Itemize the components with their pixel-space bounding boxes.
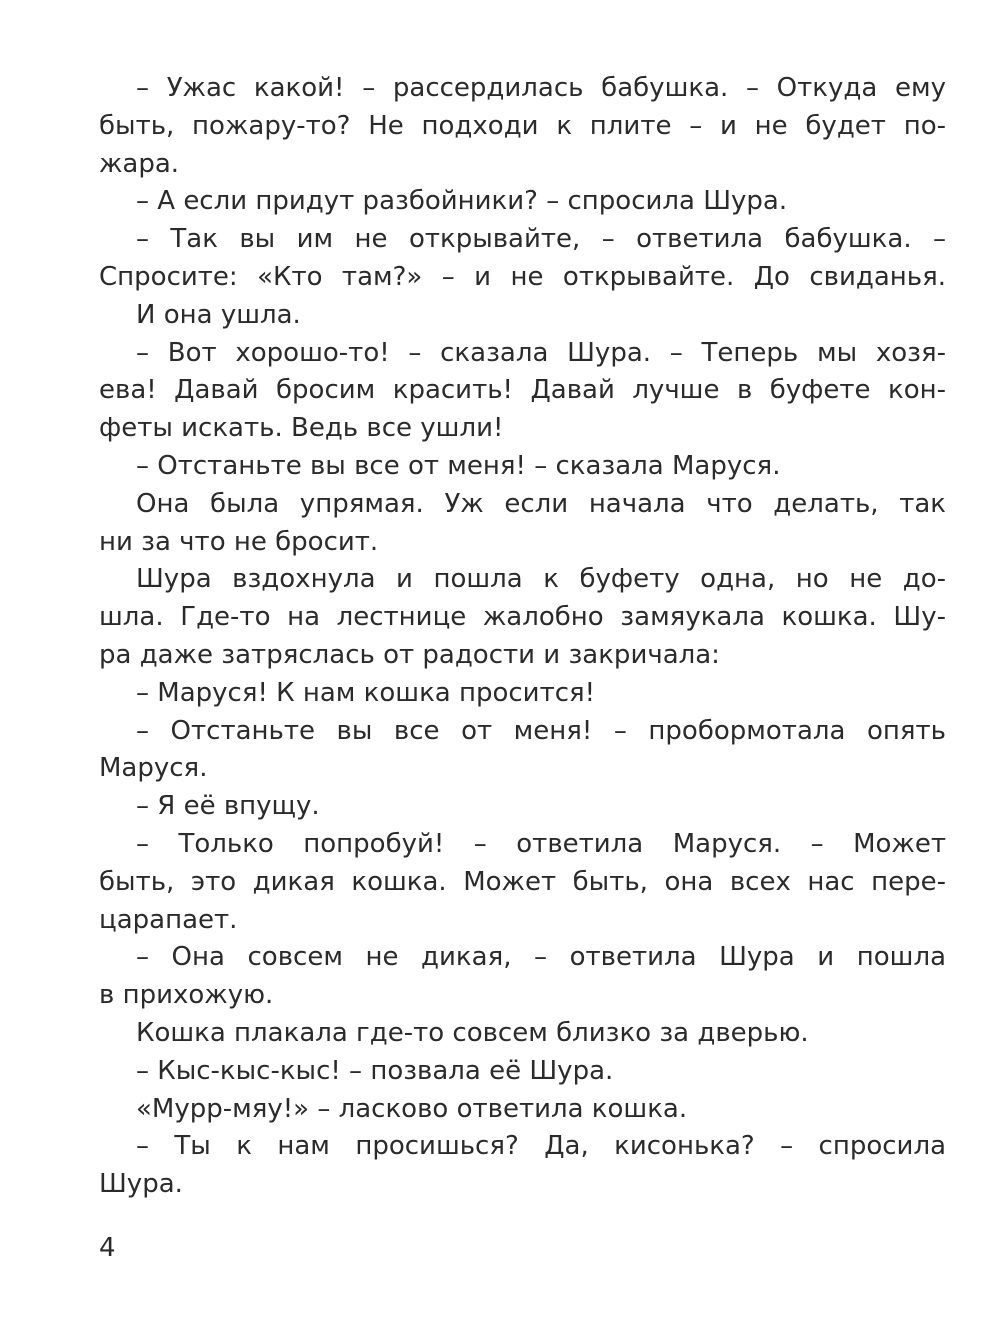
text-line: феты искать. Ведь все ушли! — [99, 413, 504, 444]
text-line: – Маруся! К нам кошка просится! — [136, 677, 596, 708]
text-line: – Так вы им не открывайте, – ответила бабушка. – — [136, 224, 946, 255]
text-line: «Мурр-мяу!» – ласково ответила кошка. — [136, 1093, 688, 1124]
text-line: – Только попробуй! – ответила Маруся. – Может — [136, 828, 946, 859]
text-line: шла. Где-то на лестнице жалобно замяукала кошка. Шу- — [99, 602, 946, 633]
text-line: – Отстаньте вы все от меня! – сказала Маруся. — [136, 450, 781, 481]
text-line: в прихожую. — [99, 980, 274, 1011]
text-line: – Вот хорошо-то! – сказала Шура. – Теперь мы хозя- — [136, 337, 946, 368]
text-line: Маруся. — [99, 753, 208, 784]
page-number: 4 — [99, 1233, 116, 1263]
text-line: быть, пожару-то? Не подходи к плите – и не будет по- — [99, 110, 946, 141]
text-line: ра даже затряслась от радости и закричала: — [99, 639, 720, 670]
text-line: – А если придут разбойники? – спросила Шура. — [136, 186, 788, 217]
text-line: ни за что не бросит. — [99, 526, 379, 557]
text-line: Спросите: «Кто там?» – и не открывайте. До свиданья. — [99, 261, 946, 292]
text-line: – Я её впущу. — [136, 791, 320, 822]
text-line: – Ужас какой! – рассердилась бабушка. – Откуда ему — [136, 73, 946, 103]
text-line: – Кыс-кыс-кыс! – позвала её Шура. — [136, 1055, 614, 1086]
text-line: И она ушла. — [136, 299, 301, 330]
text-line: царапает. — [99, 904, 238, 935]
text-line: Шура вздохнула и пошла к буфету одна, но не до- — [136, 564, 946, 595]
text-line: – Отстаньте вы все от меня! – пробормотала опять — [136, 715, 946, 746]
text-line: жара. — [99, 148, 180, 179]
text-line: Она была упрямая. Уж если начала что делать, так — [136, 488, 946, 519]
text-line: Шура. — [99, 1169, 183, 1200]
text-line: Кошка плакала где-то совсем близко за дверью. — [136, 1017, 809, 1048]
text-line: ева! Давай бросим красить! Давай лучше в буфете кон- — [99, 375, 946, 406]
text-line: – Она совсем не дикая, – ответила Шура и пошла — [136, 942, 946, 973]
text-line: быть, это дикая кошка. Может быть, она всех нас пере- — [99, 866, 946, 897]
text-line: – Ты к нам просишься? Да, кисонька? – спросила — [136, 1131, 946, 1162]
body-text — [99, 70, 946, 1204]
